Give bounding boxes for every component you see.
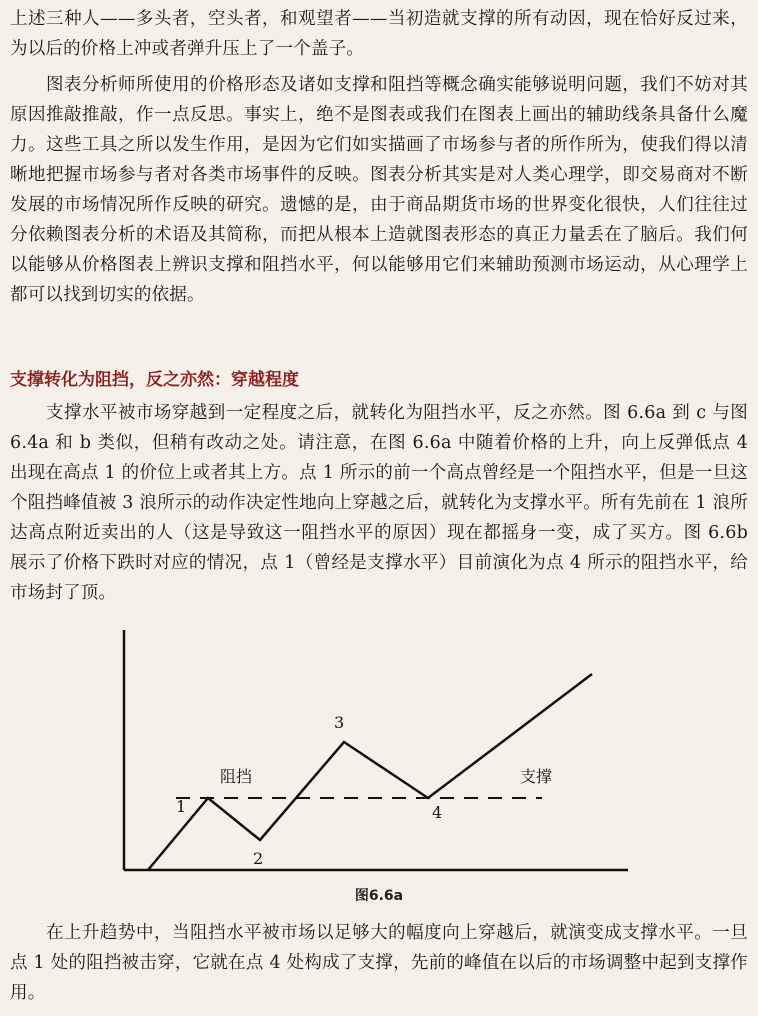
label-support: 支撑	[520, 767, 553, 786]
paragraph-psychology: 图表分析师所使用的价格形态及诸如支撑和阻挡等概念确实能够说明问题，我们不妨对其原因推敲推敲，作一点反思。事实上，绝不是图表或我们在图表上画出的辅助线条具备什么魔力。这些工具之所以发生作用，是因为它们如实描画了市场参与者的所作所为，使我们得以清晰地把握市场参与者对各类市场事件的反映。图表分析其实是对人类心理学，即交易商对不断发展的市场情况所作反映的研究。遗憾的是，由于商品期货市场的世界变化很快，人们往往过分依赖图表分析的术语及其简称，而把从根本上造就图表形态的真正力量丢在了脑后。我们何以能够从价格图表上辨识支撑和阻挡水平，何以能够用它们来辅助预测市场运动，从心理学上都可以找到切实的依据。	[10, 75, 748, 305]
point-label-3: 3	[334, 713, 345, 732]
point-label-1: 1	[176, 797, 187, 816]
paragraph-role-reversal: 支撑水平被市场穿越到一定程度之后，就转化为阻挡水平，反之亦然。图 6.6a 到 c 与图 6.4a 和 b 类似，但稍有改动之处。请注意，在图 6.6a 中随着价格的上升，向上反弹低点 4 出现在高点 1 的价位上或者其上方。点 1 所示的前一个高点曾经是一个阻挡水平，但是一旦这个阻挡峰值被 3 浪所示的动作决定性地向上穿越之后，就转化为支撑水平。所有先前在 1 浪所达高点附近卖出的人（这是导致这一阻挡水平的原因）现在都摇身一变，成了买方。图 6.6b 展示了价格下跌时对应的情况，点 1（曾经是支撑水平）目前演化为点 4 所示的阻挡水平，给市场封了顶。	[10, 403, 748, 603]
paragraph-intro: 上述三种人——多头者，空头者，和观望者——当初造就支撑的所有动因，现在恰好反过来，为以后的价格上冲或者弹升压上了一个盖子。	[10, 9, 748, 59]
point-label-2: 2	[253, 849, 264, 868]
figure-caption: 图6.6a	[354, 888, 404, 904]
support-resistance-diagram	[110, 628, 650, 880]
section-heading: 支撑转化为阻挡，反之亦然：穿越程度	[10, 370, 299, 390]
label-resistance: 阻挡	[220, 767, 253, 786]
figure-6-6a	[110, 628, 650, 880]
paragraph-conclusion: 在上升趋势中，当阻挡水平被市场以足够大的幅度向上穿越后，就演变成支撑水平。一旦点 1 处的阻挡被击穿，它就在点 4 处构成了支撑，先前的峰值在以后的市场调整中起到支撑作用。	[10, 923, 748, 1003]
point-label-4: 4	[432, 803, 443, 822]
